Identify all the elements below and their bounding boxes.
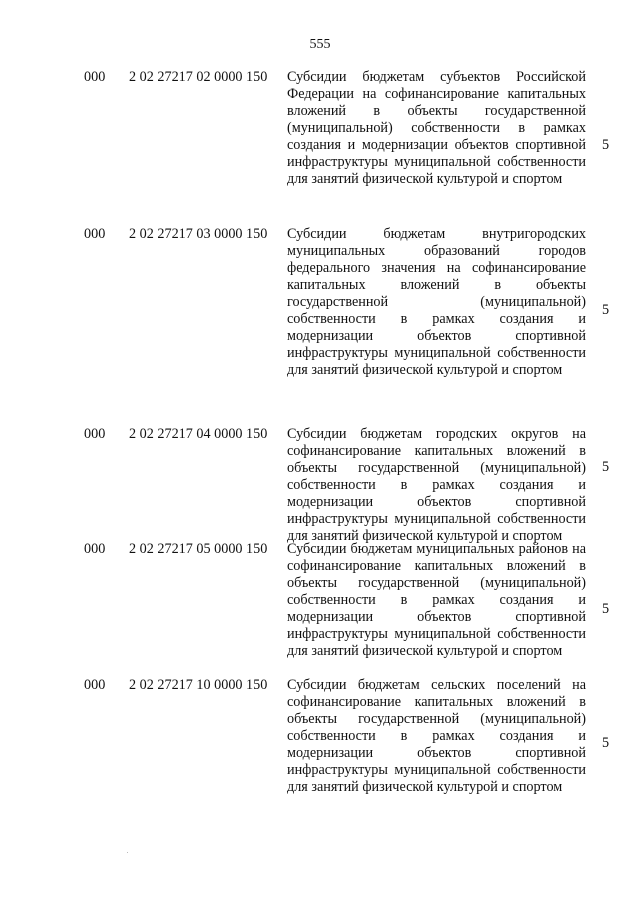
admin-code: 000: [84, 677, 106, 693]
income-description: Субсидии бюджетам внутригородских муниципальных образований городов федерального значения на софинансирование капитальных вложений в объекты государственной (муниципальной) собственности в рамках создания и модернизации объектов спортивной инфраструктуры муниципальной собственности для занятий физической культурой и спортом: [287, 226, 586, 378]
row-value: 5: [602, 601, 610, 617]
budget-classification-code: 2 02 27217 04 0000 150: [129, 426, 268, 442]
scan-speck: [127, 852, 128, 853]
budget-classification-code: 2 02 27217 03 0000 150: [129, 226, 268, 242]
admin-code: 000: [84, 226, 106, 242]
income-description: Субсидии бюджетам сельских поселений на софинансирование капитальных вложений в объекты государственной (муниципальной) собственности в рамках создания и модернизации объектов спортивной инфраструктуры муниципальной собственности для занятий физической культурой и спортом: [287, 677, 586, 795]
admin-code: 000: [84, 69, 106, 85]
income-description: Субсидии бюджетам субъектов Российской Федерации на софинансирование капитальных вложений в объекты государственной (муниципальной) собственности в рамках создания и модернизации объектов спортивной инфраструктуры муниципальной собственности для занятий физической культурой и спортом: [287, 69, 586, 187]
page-number: 555: [309, 37, 331, 52]
admin-code: 000: [84, 426, 106, 442]
row-value: 5: [602, 459, 610, 475]
budget-classification-code: 2 02 27217 05 0000 150: [129, 541, 268, 557]
row-value: 5: [602, 735, 610, 751]
budget-classification-code: 2 02 27217 10 0000 150: [129, 677, 268, 693]
row-value: 5: [602, 302, 610, 318]
income-description: Субсидии бюджетам городских округов на софинансирование капитальных вложений в объекты государственной (муниципальной) собственности в рамках создания и модернизации объектов спортивной инфраструктуры муниципальной собственности для занятий физической культурой и спортом: [287, 426, 586, 544]
income-description: Субсидии бюджетам муниципальных районов на софинансирование капитальных вложений в объекты государственной (муниципальной) собственности в рамках создания и модернизации объектов спортивной инфраструктуры муниципальной собственности для занятий физической культурой и спортом: [287, 541, 586, 659]
row-value: 5: [602, 137, 610, 153]
budget-classification-code: 2 02 27217 02 0000 150: [129, 69, 268, 85]
admin-code: 000: [84, 541, 106, 557]
